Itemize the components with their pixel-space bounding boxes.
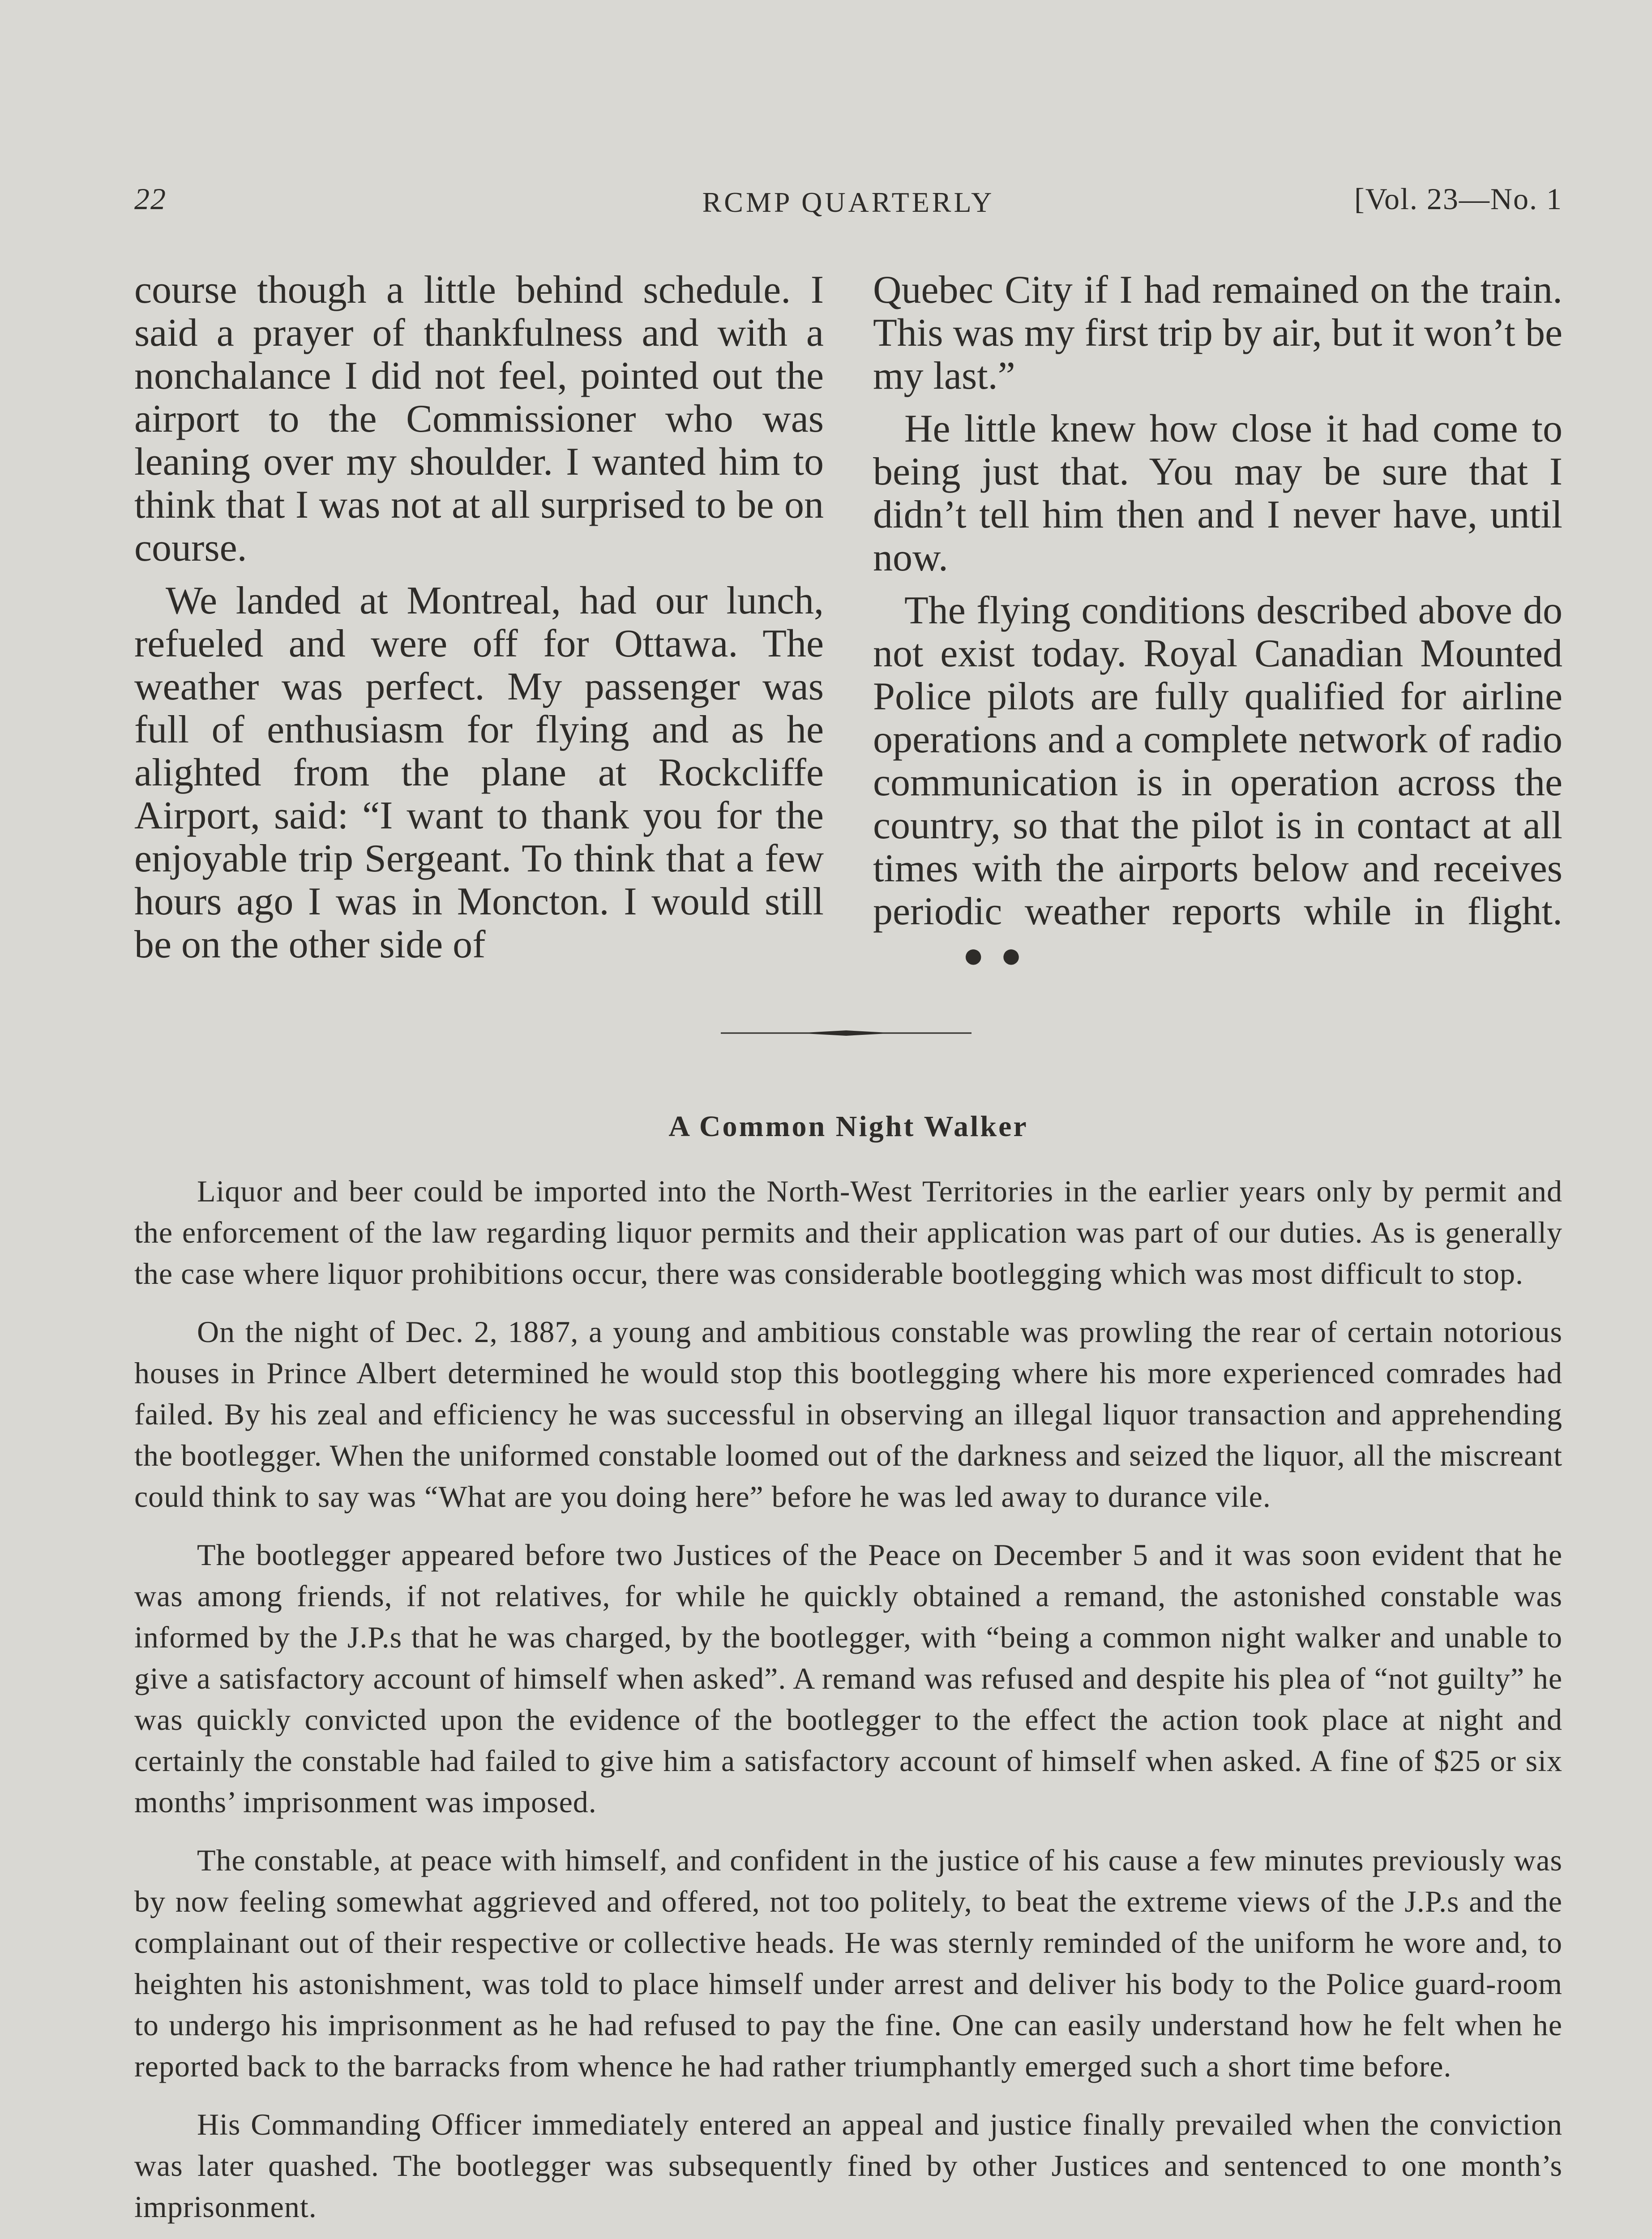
- article: [134, 1106, 1562, 2239]
- paragraph: He little knew how close it had come to being just that. You may be sure that I didn’t tell him then and I never have, until now.: [873, 407, 1562, 579]
- paragraph-text: The flying conditions described above do not exist today. Royal Canadian Mounted Police pilots are fully qualified for airline operations and a complete network of radio communication is in operation across the country, so that the pilot is in contact at all times with the airports below and receives periodic weather reports while in flight.: [873, 589, 1562, 933]
- left-column: [134, 269, 824, 976]
- paragraph: course though a little behind schedule. I said a prayer of thankfulness and with a nonchalance I did not feel, pointed out the airport to the Commissioner who was leaning over my shoulder. I wanted him to think that I was not at all surprised to be on course.: [134, 268, 824, 570]
- section-divider: [721, 1030, 972, 1036]
- paragraph-with-endmark: [873, 589, 1562, 977]
- paragraph: Quebec City if I had remained on the train. This was my first trip by air, but it won’t be my last.”: [873, 268, 1562, 398]
- right-column: [873, 269, 1562, 987]
- paragraph: We landed at Montreal, had our lunch, refueled and were off for Ottawa. The weather was perfect. My passenger was full of enthusiasm for flying and as he alighted from the plane at Rockcliffe Airport, said: “I want to thank you for the enjoyable trip Sergeant. To think that a few hours ago I was in Moncton. I would still be on the other side of: [134, 579, 824, 966]
- page-number: 22: [134, 182, 167, 216]
- article-paragraph: Liquor and beer could be imported into the North-West Territories in the earlier years only by permit and the enforcement of the law regarding liquor permits and their application was part of our duties. As is generally the case where liquor prohibitions occur, there was considerable bootlegging which was most difficult to stop.: [134, 1174, 1562, 1291]
- article-title: A Common Night Walker: [668, 1110, 1028, 1143]
- article-paragraph: On the night of Dec. 2, 1887, a young and ambitious constable was prowling the rear of certain notorious houses in Prince Albert determined he would stop this bootlegging where his more experienced comrades had failed. By his zeal and efficiency he was successful in observing an illegal liquor transaction and apprehending the bootlegger. When the uniformed constable loomed out of the darkness and seized the liquor, all the miscreant could think to say was “What are you doing here” before he was led away to durance vile.: [134, 1315, 1562, 1514]
- two-column-text: [134, 269, 1562, 994]
- article-paragraph: The bootlegger appeared before two Justices of the Peace on December 5 and it was soon evident that he was among friends, if not relatives, for while he quickly obtained a remand, the astonished constable was informed by the J.P.s that he was charged, by the bootlegger, with “being a common night walker and unable to give a satisfactory account of himself when asked”. A remand was refused and despite his plea of “not guilty” he was quickly convicted upon the evidence of the bootlegger to the effect the action took place at night and certainly the constable had failed to give him a satisfactory account of himself when asked. A fine of $25 or six months’ imprisonment was imposed.: [134, 1538, 1562, 1819]
- article-paragraph: The constable, at peace with himself, and confident in the justice of his cause a few minutes previously was by now feeling somewhat aggrieved and offered, not too politely, to beat the extreme views of the J.P.s and the complainant out of their respective or collective heads. He was sternly reminded of the uniform he wore and, to heighten his astonishment, was told to place himself under arrest and deliver his body to the Police guard-room to undergo his imprisonment as he had refused to pay the fine. One can easily understand how he felt when he reported back to the barracks from whence he had rather triumphantly emerged such a short time before.: [134, 1843, 1562, 2083]
- article-paragraph: His Commanding Officer immediately entered an appeal and justice finally prevailed when the conviction was later quashed. The bootlegger was subsequently fined by other Justices and sentenced to one month’s imprisonment.: [134, 2107, 1562, 2224]
- volume-label: [Vol. 23—No. 1: [1354, 182, 1562, 216]
- running-header: [134, 181, 1562, 222]
- journal-title: RCMP QUARTERLY: [702, 186, 995, 218]
- end-mark-bullets: ● ●: [963, 936, 1026, 975]
